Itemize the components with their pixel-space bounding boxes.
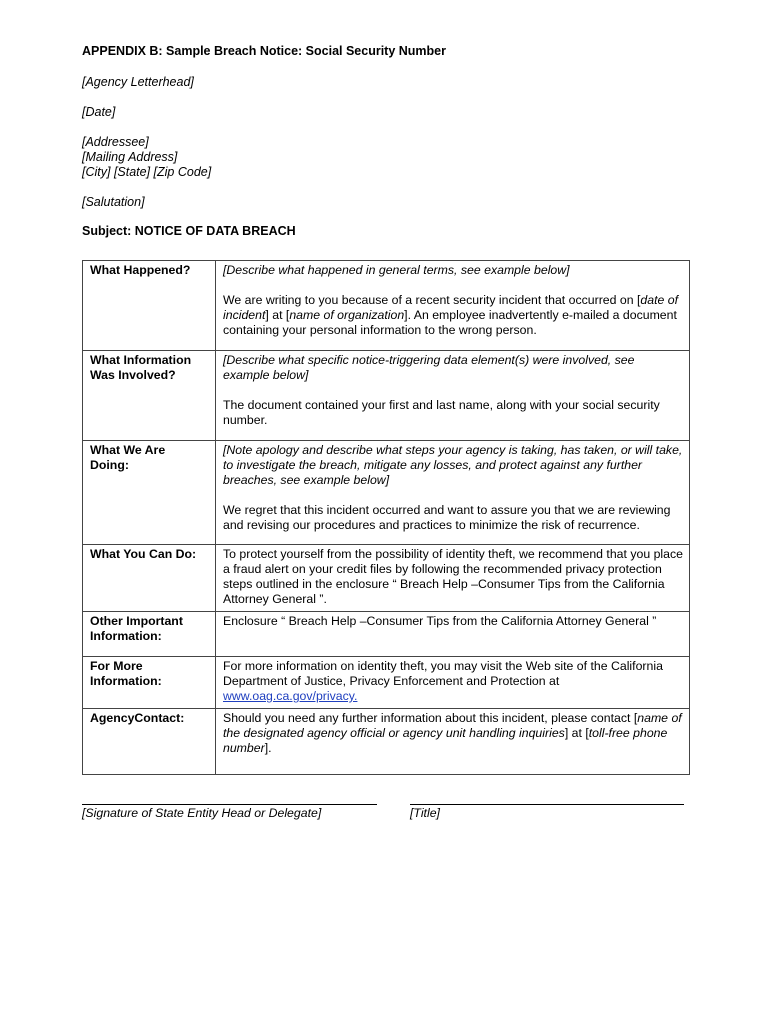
addressee-placeholder: [Addressee] (82, 135, 149, 149)
heading-what-you-can-do: What You Can Do: (90, 547, 197, 561)
body-text (223, 293, 683, 338)
letterhead-placeholder: [Agency Letterhead] (82, 75, 194, 89)
heading-other-important-line1: Other Important (90, 614, 183, 628)
letter-header (82, 44, 692, 239)
instruction-text: [Describe what specific notice-triggering data element(s) were involved, see example below] (223, 353, 635, 382)
title-label: [Title] (410, 806, 440, 820)
row-heading (83, 261, 216, 351)
breach-notice-table (82, 260, 690, 775)
text-span: ]. An employee inadvertently e-mailed a document containing your personal information to the wrong person. (223, 308, 677, 337)
text-span: ]. (264, 741, 272, 755)
table-row (83, 261, 690, 351)
signature-label: [Signature of State Entity Head or Delegate] (82, 806, 322, 820)
text-span: Should you need any further information about this incident, please contact [ (223, 711, 638, 725)
instruction-text: [Note apology and describe what steps your agency is taking, has taken, or will take, to investigate the breach, mitigate any losses, and protect against any further breaches, see example below] (223, 443, 683, 487)
table-row (83, 709, 690, 775)
row-content (216, 657, 690, 709)
page-title: APPENDIX B: Sample Breach Notice: Social Security Number (82, 44, 446, 58)
row-heading (83, 441, 216, 545)
city-state-zip-placeholder: [City] [State] [Zip Code] (82, 165, 212, 179)
table-row (83, 441, 690, 545)
heading-what-we-are-doing-line1: What We Are (90, 443, 166, 457)
row-heading (83, 351, 216, 441)
instruction-text: [Describe what happened in general terms, see example below] (223, 263, 570, 277)
body-text (223, 711, 683, 756)
row-heading (83, 545, 216, 612)
date-placeholder: [Date] (82, 105, 116, 119)
salutation-placeholder: [Salutation] (82, 195, 145, 209)
body-text (223, 659, 683, 704)
row-heading (83, 612, 216, 657)
row-heading (83, 709, 216, 775)
row-content (216, 441, 690, 545)
heading-other-important-line2: Information: (90, 629, 162, 643)
heading-what-information-line1: What Information (90, 353, 192, 367)
text-span: For more information on identity theft, you may visit the Web site of the California Department of Justice, Privacy Enforcement and Protection at (223, 659, 663, 688)
signature-block (82, 804, 377, 820)
heading-for-more-line1: For More (90, 659, 143, 673)
signature-line (82, 804, 377, 805)
heading-agency-contact: AgencyContact: (90, 711, 185, 725)
text-span: ] at [ (564, 726, 589, 740)
row-heading (83, 657, 216, 709)
row-content (216, 261, 690, 351)
text-span: ] at [ (265, 308, 290, 322)
row-content (216, 709, 690, 775)
heading-what-happened: What Happened? (90, 263, 191, 277)
organization-name-placeholder: name of organization (289, 308, 405, 322)
table-row (83, 612, 690, 657)
heading-for-more-line2: Information: (90, 674, 162, 688)
row-content (216, 351, 690, 441)
subject-line: Subject: NOTICE OF DATA BREACH (82, 224, 296, 238)
phone-number-placeholder: toll-free phone number (223, 726, 668, 755)
row-content (216, 612, 690, 657)
privacy-link[interactable]: www.oag.ca.gov/privacy. (223, 689, 358, 703)
official-name-placeholder: name of the designated agency official or agency unit handling inquiries (223, 711, 682, 740)
body-text: Enclosure “ Breach Help –Consumer Tips from the California Attorney General ” (223, 614, 657, 628)
title-line (410, 804, 684, 805)
table-row (83, 545, 690, 612)
table-row (83, 351, 690, 441)
date-of-incident-placeholder: date of incident (223, 293, 679, 322)
text-span: We are writing to you because of a recent security incident that occurred on [ (223, 293, 641, 307)
row-content (216, 545, 690, 612)
heading-what-we-are-doing-line2: Doing: (90, 458, 129, 472)
body-text: We regret that this incident occurred and want to assure you that we are reviewing and revising our procedures and practices to minimize the risk of recurrence. (223, 503, 671, 532)
title-block (410, 804, 684, 820)
heading-what-information-line2: Was Involved? (90, 368, 176, 382)
mailing-address-placeholder: [Mailing Address] (82, 150, 178, 164)
body-text: The document contained your first and last name, along with your social security number. (223, 398, 660, 427)
body-text: To protect yourself from the possibility of identity theft, we recommend that you place a fraud alert on your credit files by following the recommended privacy protection steps outlined in the enclosure “ Breach Help –Consumer Tips from the California Attorney General ”. (223, 547, 683, 606)
table-row (83, 657, 690, 709)
